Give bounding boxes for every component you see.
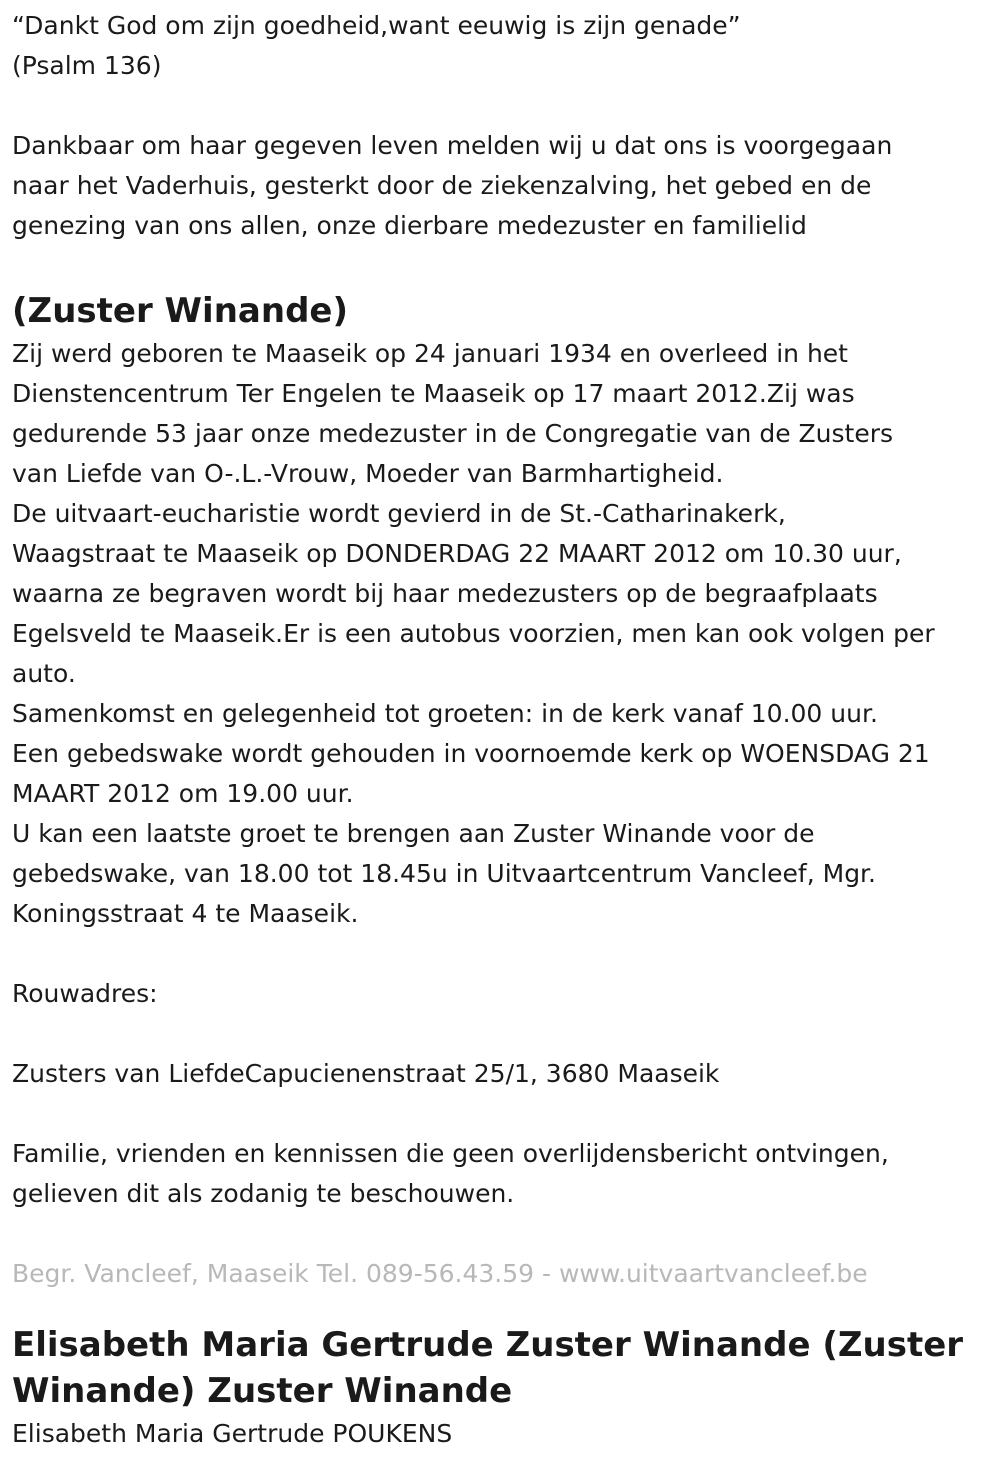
body-line: waarna ze begraven wordt bij haar medezusters op de begraafplaats xyxy=(12,579,878,608)
spacer xyxy=(12,86,988,126)
closing-paragraph xyxy=(12,1134,988,1214)
spacer xyxy=(12,1094,988,1134)
closing-line: Familie, vrienden en kennissen die geen overlijdensbericht ontvingen, xyxy=(12,1139,889,1168)
address-label: Rouwadres: xyxy=(12,979,158,1008)
funeral-home-credit: Begr. Vancleef, Maaseik Tel. 089-56.43.59 - www.uitvaartvancleef.be xyxy=(12,1259,868,1288)
civil-full-name: Elisabeth Maria Gertrude POUKENS xyxy=(12,1419,453,1448)
psalm-reference: (Psalm 136) xyxy=(12,51,162,80)
body-line: Koningsstraat 4 te Maaseik. xyxy=(12,899,359,928)
deceased-name-title xyxy=(12,1322,988,1414)
body-line: gedurende 53 jaar onze medezuster in de Congregatie van de Zusters xyxy=(12,419,894,448)
name-title-line: Elisabeth Maria Gertrude Zuster Winande (Zuster xyxy=(12,1325,964,1365)
religious-name-heading: (Zuster Winande) xyxy=(12,291,348,331)
body-line: Dienstencentrum Ter Engelen te Maaseik op 17 maart 2012.Zij was xyxy=(12,379,855,408)
body-line: gebedswake, van 18.00 tot 18.45u in Uitvaartcentrum Vancleef, Mgr. xyxy=(12,859,876,888)
spacer xyxy=(12,1014,988,1054)
mourning-address: Zusters van LiefdeCapucienenstraat 25/1, 3680 Maaseik xyxy=(12,1059,720,1088)
spacer xyxy=(12,246,988,286)
body-line: Een gebedswake wordt gehouden in voornoemde kerk op WOENSDAG 21 xyxy=(12,739,930,768)
body-line: De uitvaart-eucharistie wordt gevierd in de St.-Catharinakerk, xyxy=(12,499,786,528)
body-line: U kan een laatste groet te brengen aan Zuster Winande voor de xyxy=(12,819,815,848)
intro-line: naar het Vaderhuis, gesterkt door de ziekenzalving, het gebed en de xyxy=(12,171,872,200)
intro-line: genezing van ons allen, onze dierbare medezuster en familielid xyxy=(12,211,807,240)
body-line: Waagstraat te Maaseik op DONDERDAG 22 MAART 2012 om 10.30 uur, xyxy=(12,539,902,568)
closing-line: gelieven dit als zodanig te beschouwen. xyxy=(12,1179,515,1208)
name-title-line: Winande) Zuster Winande xyxy=(12,1371,513,1411)
spacer xyxy=(12,934,988,974)
announcement-body xyxy=(12,334,988,934)
spacer xyxy=(12,1214,988,1254)
intro-paragraph xyxy=(12,126,988,246)
body-line: van Liefde van O-.L.-Vrouw, Moeder van Barmhartigheid. xyxy=(12,459,724,488)
psalm-quote: “Dankt God om zijn goedheid,want eeuwig is zijn genade” xyxy=(12,11,741,40)
body-line: Egelsveld te Maaseik.Er is een autobus voorzien, men kan ook volgen per xyxy=(12,619,935,648)
intro-line: Dankbaar om haar gegeven leven melden wij u dat ons is voorgegaan xyxy=(12,131,893,160)
body-line: Zij werd geboren te Maaseik op 24 januari 1934 en overleed in het xyxy=(12,339,848,368)
body-line: auto. xyxy=(12,659,76,688)
body-line: MAART 2012 om 19.00 uur. xyxy=(12,779,354,808)
body-line: Samenkomst en gelegenheid tot groeten: in de kerk vanaf 10.00 uur. xyxy=(12,699,878,728)
spacer xyxy=(12,1294,988,1322)
